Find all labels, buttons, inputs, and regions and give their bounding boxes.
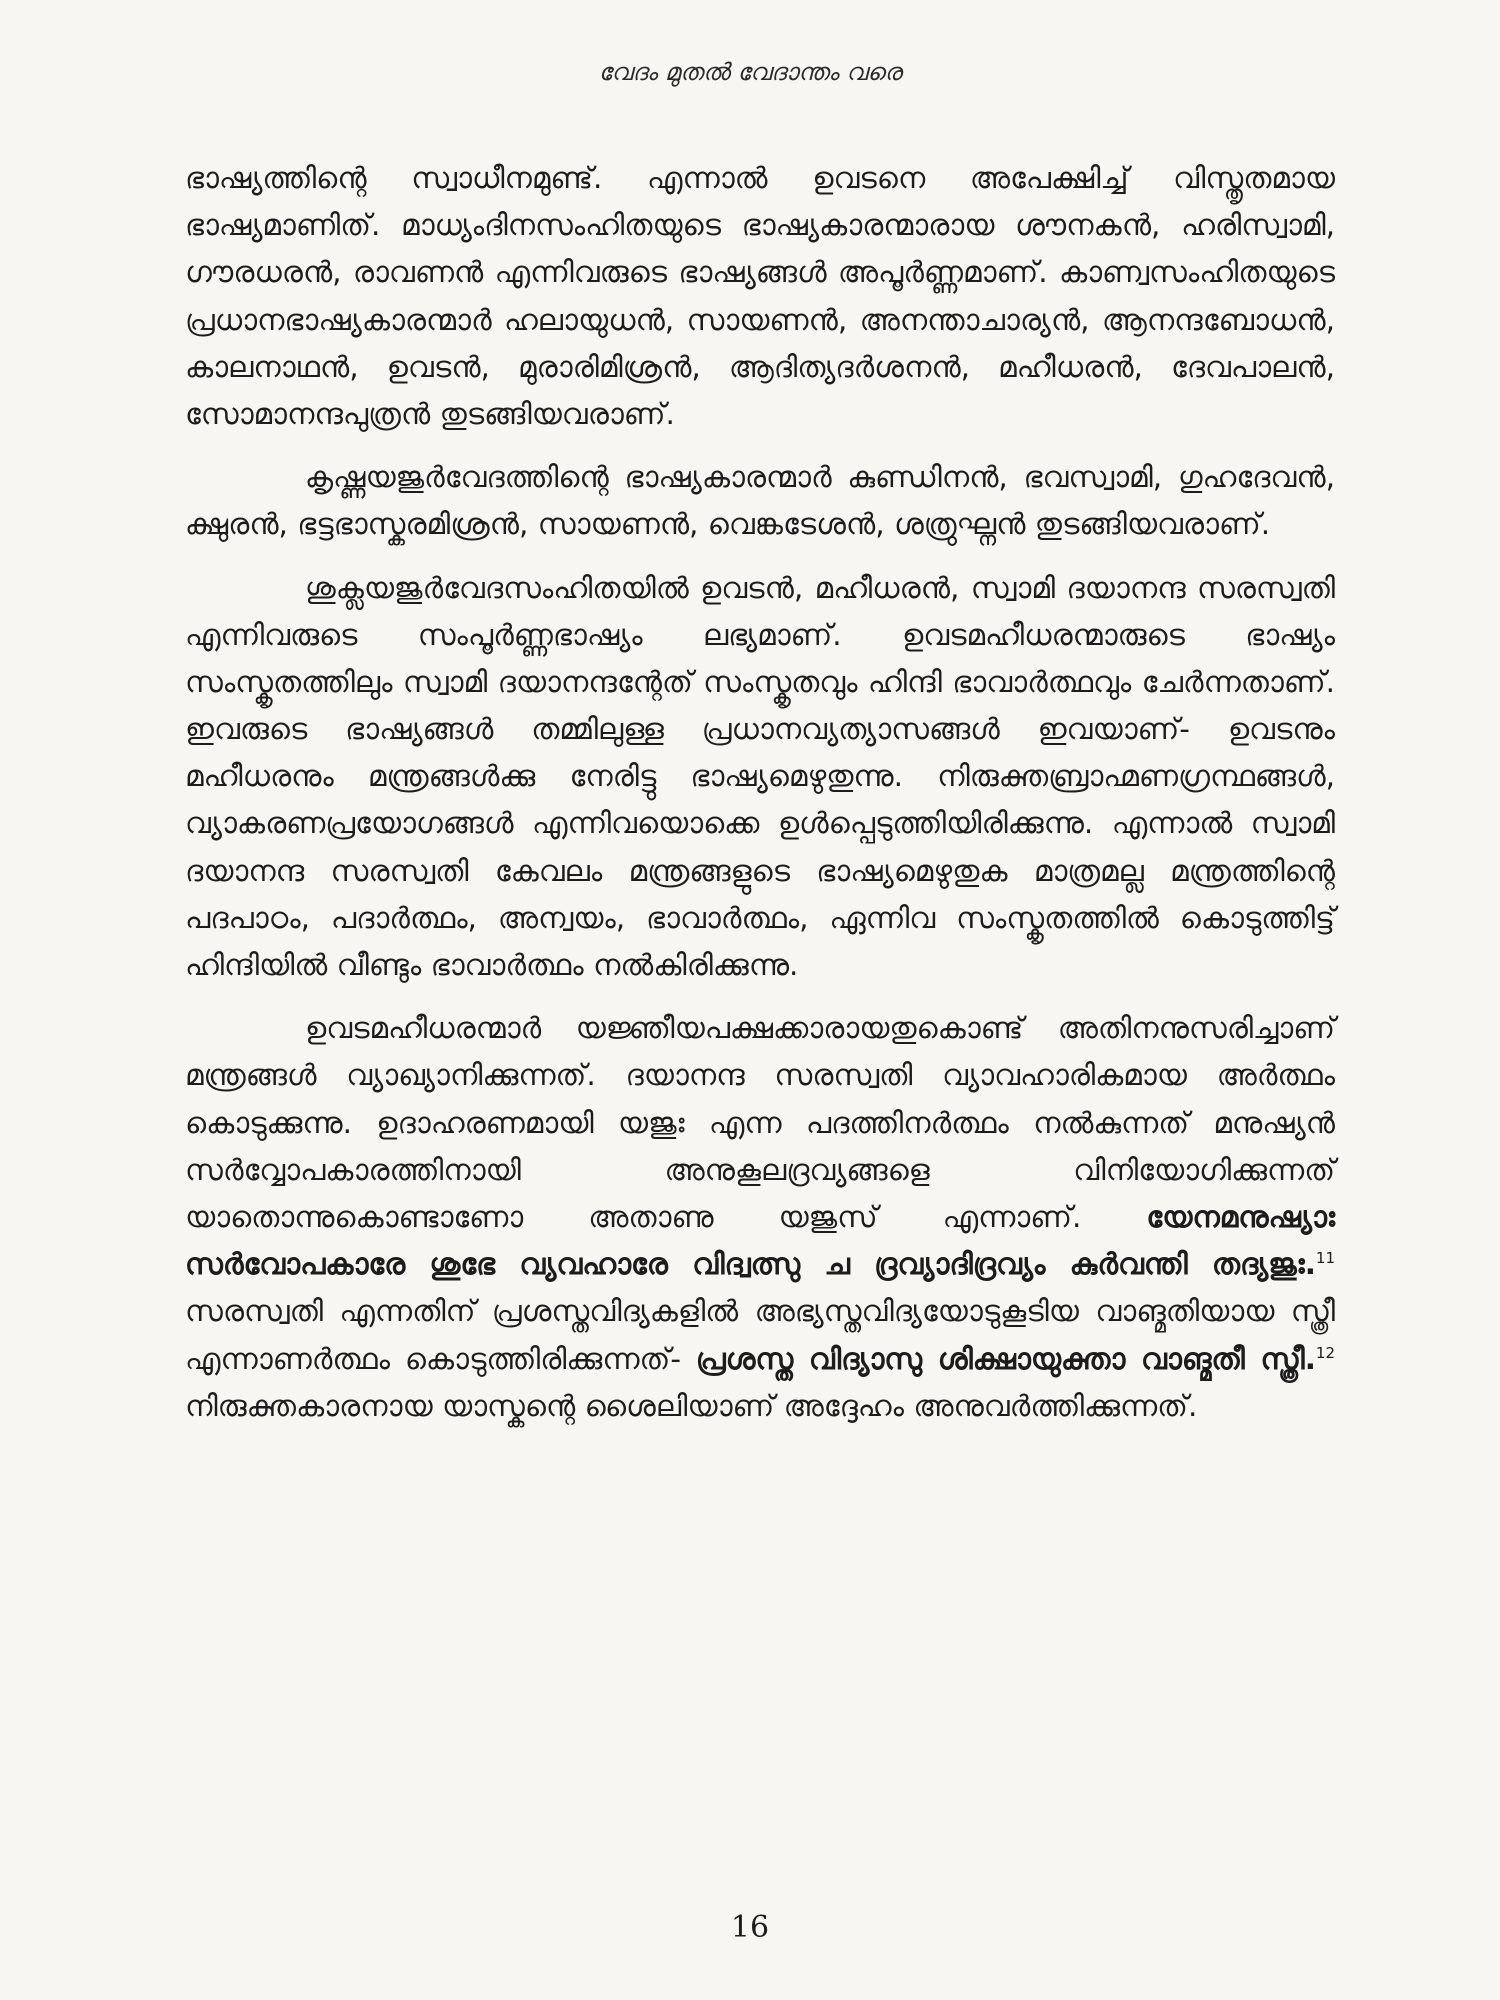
paragraph-4-text-b: സരസ്വതി എന്നതിന് പ്രശസ്തവിദ്യകളിൽ അഭ്യസ്തവിദ്യയോടുകൂടിയ വാങ്മതിയായ സ്ത്രീ എന്നാണർത്ഥം കൊടുത്തിരിക്കുന്നത്- xyxy=(185,1294,1335,1376)
sanskrit-quote-yajus: യേനമനുഷ്യാഃ സർവോപകാരേ ശുഭേ വ്യവഹാരേ വിദ്വത്സു ച ദ്രവ്യാദിദ്രവ്യം കുർവന്തി തദ്യജുഃ. xyxy=(185,1199,1335,1282)
body-text xyxy=(185,155,1335,1446)
paragraph-2: കൃഷ്ണയജുർവേദത്തിന്റെ ഭാഷ്യകാരന്മാർ കുണ്ഡിനൻ, ഭവസ്വാമി, ഗുഹദേവൻ, ക്ഷുരൻ, ഭട്ടഭാസ്കരമിശ്രൻ, സായണൻ, വെങ്കടേശൻ, ശത്രുഘ്നൻ തുടങ്ങിയവരാണ്. xyxy=(185,460,1335,542)
paragraph-1: ഭാഷ്യത്തിന്റെ സ്വാധീനമുണ്ട്. എന്നാൽ ഉവടനെ അപേക്ഷിച്ച് വിസ്തൃതമായ ഭാഷ്യമാണിത്. മാധ്യംദിനസംഹിതയുടെ ഭാഷ്യകാരന്മാരായ ശൗനകൻ, ഹരിസ്വാമി, ഗൗരധരൻ, രാവണൻ എന്നിവരുടെ ഭാഷ്യങ്ങൾ അപൂർണ്ണമാണ്. കാണ്വസംഹിതയുടെ പ്രധാനഭാഷ്യകാരന്മാർ ഹലായുധൻ, സായണൻ, അനന്താചാര്യൻ, ആനന്ദബോധൻ, കാലനാഥൻ, ഉവടൻ, മുരാരിമിശ്രൻ, ആദിത്യദർശനൻ, മഹീധരൻ, ദേവപാലൻ, സോമാനന്ദപുത്രൻ തുടങ്ങിയവരാണ്. xyxy=(185,161,1335,431)
paragraph-4-text-c: നിരുക്തകാരനായ യാസ്കന്റെ ശൈലിയാണ് അദ്ദേഹം അനുവർത്തിക്കുന്നത്. xyxy=(185,1388,1198,1423)
page-number: 16 xyxy=(730,1910,770,1945)
footnote-ref-11: 11 xyxy=(1315,1249,1335,1268)
running-head: വേദം മുതൽ വേദാന്തം വരെ xyxy=(598,58,902,86)
paragraph-3: ശുക്ലയജുർവേദസംഹിതയിൽ ഉവടൻ, മഹീധരൻ, സ്വാമി ദയാനന്ദ സരസ്വതി എന്നിവരുടെ സംപൂർണ്ണഭാഷ്യം ലഭ്യമാണ്. ഉവടമഹീധരന്മാരുടെ ഭാഷ്യം സംസ്കൃതത്തിലും സ്വാമി ദയാനന്ദന്റേത് സംസ്കൃതവും ഹിന്ദി ഭാവാർത്ഥവും ചേർന്നതാണ്. ഇവരുടെ ഭാഷ്യങ്ങൾ തമ്മിലുള്ള പ്രധാനവ്യത്യാസങ്ങൾ ഇവയാണ്- ഉവടനും മഹീധരനും മന്ത്രങ്ങൾക്കു നേരിട്ടു ഭാഷ്യമെഴുതുന്നു. നിരുക്തബ്രാഹ്മണഗ്രന്ഥങ്ങൾ, വ്യാകരണപ്രയോഗങ്ങൾ എന്നിവയൊക്കെ ഉൾപ്പെടുത്തിയിരിക്കുന്നു. എന്നാൽ സ്വാമി ദയാനന്ദ സരസ്വതി കേവലം മന്ത്രങ്ങളുടെ ഭാഷ്യമെഴുതുക മാത്രമല്ല മന്ത്രത്തിന്റെ പദപാഠം, പദാർത്ഥം, അന്വയം, ഭാവാർത്ഥം, ഏന്നിവ സംസ്കൃതത്തിൽ കൊടുത്തിട്ട് ഹിന്ദിയിൽ വീണ്ടും ഭാവാർത്ഥം നൽകിരിക്കുന്നു. xyxy=(185,570,1335,982)
sanskrit-quote-saraswati: പ്രശസ്ത വിദ്യാസു ശിക്ഷായുക്താ വാങ്മതീ സ്ത്രീ. xyxy=(695,1341,1316,1376)
footnote-ref-12: 12 xyxy=(1315,1343,1335,1362)
paragraph-4-text-a: ഉവടമഹീധരന്മാർ യജ്ഞീയപക്ഷക്കാരായതുകൊണ്ട് അതിനനുസരിച്ചാണ് മന്ത്രങ്ങൾ വ്യാഖ്യാനിക്കുന്നത്. ദയാനന്ദ സരസ്വതി വ്യാവഹാരികമായ അർത്ഥം കൊടുക്കുന്നു. ഉദാഹരണമായി യജുഃ എന്ന പദത്തിനർത്ഥം നൽകുന്നത് മനുഷ്യൻ സർവ്വോപകാരത്തിനായി അനുകൂലദ്രവ്യങ്ങളെ വിനിയോഗിക്കുന്നത് യാതൊന്നുകൊണ്ടാണോ അതാണു യജുസ് എന്നാണ്. xyxy=(185,1011,1335,1234)
paragraph-4 xyxy=(185,1005,1335,1430)
